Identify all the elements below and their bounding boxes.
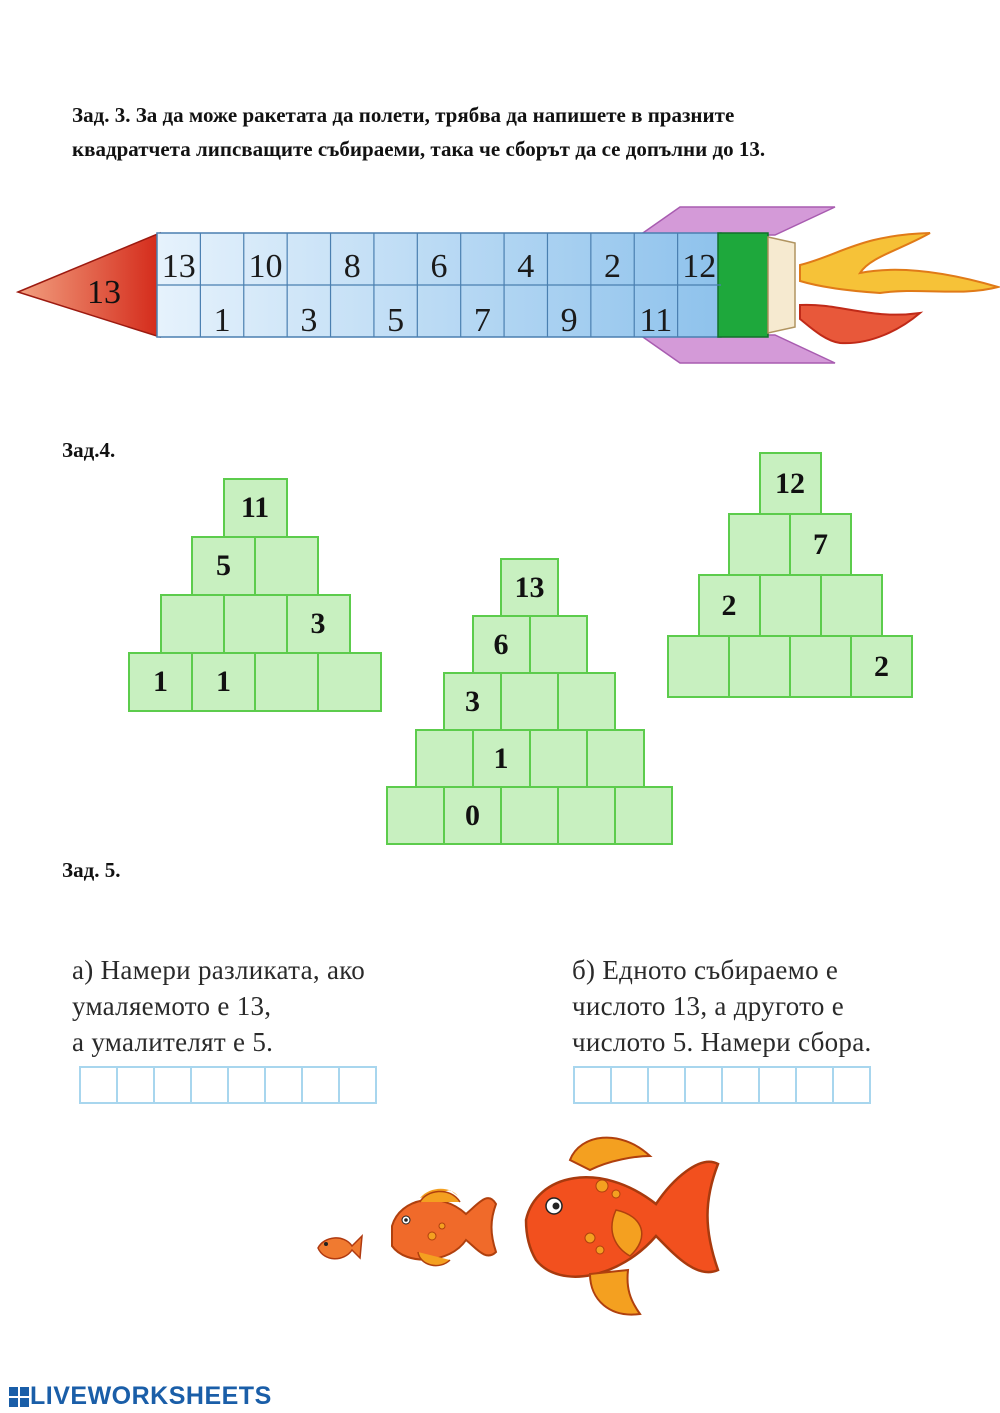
answer-box[interactable]: [795, 1066, 834, 1104]
rocket-empty-cell[interactable]: [461, 233, 504, 285]
task5-b-line3: числото 5. Намери сбора.: [572, 1027, 872, 1057]
rocket-empty-cell[interactable]: [504, 285, 547, 337]
task3-line1: Зад. 3. За да може ракетата да полети, трябва да напишете в празните: [72, 103, 735, 127]
big-fish-icon: [526, 1138, 718, 1315]
pyramid-empty-cell[interactable]: [557, 786, 616, 845]
pyramid-empty-cell[interactable]: [759, 574, 822, 637]
pyramid-number-cell: 0: [443, 786, 502, 845]
flame-bottom: [800, 305, 920, 343]
pyramid-empty-cell[interactable]: [529, 729, 588, 788]
pyramid-empty-cell[interactable]: [789, 635, 852, 698]
answer-box[interactable]: [610, 1066, 649, 1104]
pyramid-number-cell: 3: [443, 672, 502, 731]
answer-box[interactable]: [647, 1066, 686, 1104]
pyramid-empty-cell[interactable]: [500, 786, 559, 845]
rocket-number: 3: [300, 302, 318, 339]
pyramid-number-cell: 13: [500, 558, 559, 617]
rocket-number: 5: [387, 302, 405, 339]
task5-b-answer-boxes: [573, 1066, 869, 1104]
pyramid-number-cell: 1: [128, 652, 193, 712]
task5-a-text: [72, 952, 365, 1060]
task5-a-line2: умаляемото е 13,: [72, 991, 272, 1021]
rocket-nose-number: 13: [87, 274, 121, 311]
task5-a-line1: а) Намери разликата, ако: [72, 955, 366, 985]
answer-box[interactable]: [301, 1066, 340, 1104]
rocket-empty-cell[interactable]: [374, 233, 417, 285]
answer-box[interactable]: [79, 1066, 118, 1104]
footer-brand-text: LIVEWORKSHEETS: [30, 1382, 272, 1410]
rocket-empty-cell[interactable]: [244, 285, 287, 337]
rocket-number: 9: [560, 302, 578, 339]
pyramid-empty-cell[interactable]: [254, 652, 319, 712]
pyramid-number-cell: 5: [191, 536, 256, 596]
answer-box[interactable]: [116, 1066, 155, 1104]
rocket-number: 13: [161, 248, 196, 285]
answer-box[interactable]: [758, 1066, 797, 1104]
pyramid-number-cell: 7: [789, 513, 852, 576]
pyramid-empty-cell[interactable]: [557, 672, 616, 731]
answer-box[interactable]: [227, 1066, 266, 1104]
rocket-top-fin: [640, 207, 835, 235]
rocket-number: 4: [517, 248, 535, 285]
pyramid-number-cell: 1: [191, 652, 256, 712]
rocket-illustration: [0, 195, 1000, 375]
pyramid-empty-cell[interactable]: [386, 786, 445, 845]
rocket-number: 8: [343, 248, 361, 285]
rocket-empty-cell[interactable]: [287, 233, 330, 285]
pyramid-empty-cell[interactable]: [667, 635, 730, 698]
rocket-empty-cell[interactable]: [634, 233, 677, 285]
rocket-empty-cell[interactable]: [547, 233, 590, 285]
rocket-empty-cell[interactable]: [591, 285, 634, 337]
pyramid-number-cell: 1: [472, 729, 531, 788]
pyramid-empty-cell[interactable]: [254, 536, 319, 596]
pyramid-number-cell: 2: [850, 635, 913, 698]
task4-label: Зад.4.: [62, 438, 116, 462]
liveworksheets-logo-icon: [8, 1386, 30, 1408]
rocket-empty-cell[interactable]: [200, 233, 243, 285]
answer-box[interactable]: [264, 1066, 303, 1104]
answer-box[interactable]: [684, 1066, 723, 1104]
rocket-number: 10: [248, 248, 283, 285]
fish-illustration: [300, 1120, 740, 1330]
rocket-bottom-fin: [640, 335, 835, 363]
rocket-number: 1: [213, 302, 231, 339]
answer-box[interactable]: [573, 1066, 612, 1104]
pyramid-empty-cell[interactable]: [415, 729, 474, 788]
rocket-number: 6: [430, 248, 448, 285]
rocket-empty-cell[interactable]: [417, 285, 460, 337]
task5-a-answer-boxes: [79, 1066, 375, 1104]
answer-box[interactable]: [338, 1066, 377, 1104]
task5-b-line2: числото 13, а другото е: [572, 991, 845, 1021]
pyramid-empty-cell[interactable]: [223, 594, 288, 654]
rocket-number: 11: [639, 302, 673, 339]
pyramid-empty-cell[interactable]: [820, 574, 883, 637]
pyramid-number-cell: 2: [698, 574, 761, 637]
rocket-empty-cell[interactable]: [331, 285, 374, 337]
answer-box[interactable]: [832, 1066, 871, 1104]
task5-a-line3: а умалителят е 5.: [72, 1027, 274, 1057]
task3-line2: квадратчета липсващите събираеми, така че сборът да се допълни до 13.: [72, 137, 766, 161]
pyramid-empty-cell[interactable]: [500, 672, 559, 731]
footer-brand: [8, 1382, 272, 1411]
pyramid-empty-cell[interactable]: [586, 729, 645, 788]
pyramid-number-cell: 11: [223, 478, 288, 538]
task5-b-text: [572, 952, 872, 1060]
rocket-empty-cell[interactable]: [157, 285, 200, 337]
pyramid-empty-cell[interactable]: [529, 615, 588, 674]
answer-box[interactable]: [153, 1066, 192, 1104]
pyramid-empty-cell[interactable]: [614, 786, 673, 845]
answer-box[interactable]: [190, 1066, 229, 1104]
pyramid-empty-cell[interactable]: [160, 594, 225, 654]
rocket-number: 7: [473, 302, 491, 339]
task5-label: Зад. 5.: [62, 858, 121, 882]
answer-box[interactable]: [721, 1066, 760, 1104]
pyramid-number-cell: 6: [472, 615, 531, 674]
rocket-nozzle: [768, 237, 795, 333]
medium-fish-icon: [392, 1189, 496, 1266]
task5-b-line1: б) Едното събираемо е: [572, 955, 839, 985]
rocket-number: 2: [604, 248, 622, 285]
pyramid-number-cell: 3: [286, 594, 351, 654]
task3-instructions: [72, 98, 972, 166]
pyramid-empty-cell[interactable]: [728, 635, 791, 698]
small-fish-icon: [318, 1236, 362, 1259]
rocket-number: 12: [682, 248, 717, 285]
rocket-empty-cell[interactable]: [678, 285, 721, 337]
pyramid-empty-cell[interactable]: [728, 513, 791, 576]
flame-top: [800, 233, 998, 293]
pyramid-number-cell: 12: [759, 452, 822, 515]
pyramid-empty-cell[interactable]: [317, 652, 382, 712]
rocket-green-band: [718, 233, 768, 337]
